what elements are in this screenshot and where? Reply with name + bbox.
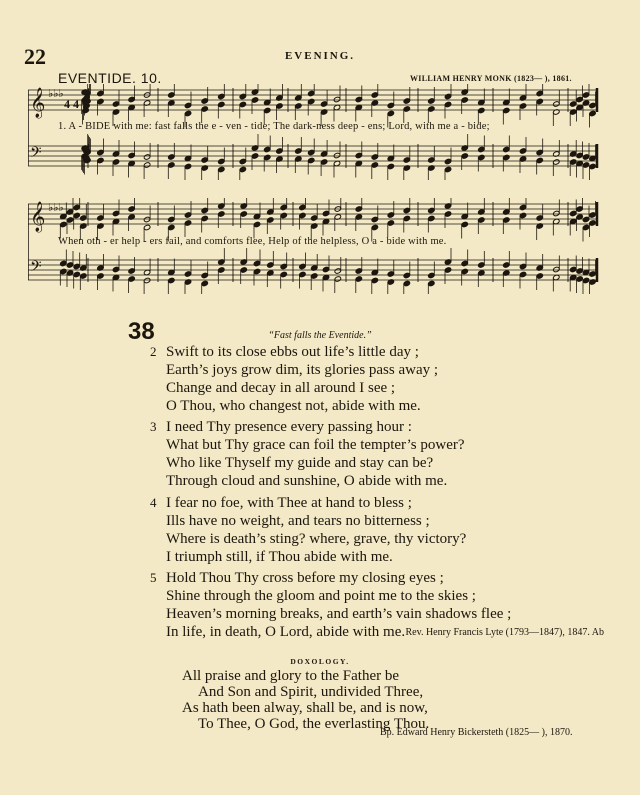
note-head xyxy=(536,157,543,163)
note-head xyxy=(355,96,362,102)
hymn-number: 38 xyxy=(128,318,155,345)
note-head xyxy=(97,90,104,96)
note-head xyxy=(128,152,135,158)
note-head xyxy=(444,158,451,164)
note-head xyxy=(308,98,315,104)
stanza-line xyxy=(150,569,511,587)
note-head xyxy=(582,162,589,168)
note-head xyxy=(251,97,258,103)
note-head xyxy=(333,96,340,102)
stanza-line xyxy=(150,494,466,512)
note-head xyxy=(428,98,435,104)
note-head xyxy=(387,271,394,277)
note-head xyxy=(582,224,589,230)
stanza-line: O Thou, who changest not, abide with me. xyxy=(166,398,421,414)
note-head xyxy=(536,98,543,104)
note-head xyxy=(428,106,435,112)
key-signature: ♭♭♭ xyxy=(48,202,64,214)
note-head xyxy=(461,260,468,266)
stanza-line: Heaven’s morning breaks, and earth’s vain shadows flee ; xyxy=(166,606,512,622)
note-head xyxy=(570,101,577,107)
note-head xyxy=(322,210,329,216)
note-head xyxy=(240,267,247,273)
note-head xyxy=(239,101,246,107)
note-head xyxy=(444,101,451,107)
note-head xyxy=(201,98,208,104)
note-head xyxy=(128,96,135,102)
note-head xyxy=(403,157,410,163)
note-head xyxy=(371,277,378,283)
note-head xyxy=(143,224,150,230)
note-head xyxy=(128,206,135,212)
note-head xyxy=(503,217,510,223)
note-head xyxy=(589,163,596,169)
note-head xyxy=(168,162,175,168)
note-head xyxy=(461,97,468,103)
note-head xyxy=(536,273,543,279)
note-head xyxy=(589,220,596,226)
note-head xyxy=(576,206,583,212)
doxology xyxy=(182,668,429,732)
note-head xyxy=(112,159,119,165)
note-head xyxy=(371,154,378,160)
stanza-line xyxy=(150,418,465,436)
note-head xyxy=(589,212,596,218)
note-head xyxy=(371,216,378,222)
note-head xyxy=(355,268,362,274)
note-head xyxy=(333,152,340,158)
stanza-line: Where is death’s sting? where, grave, thy victory? xyxy=(166,531,467,547)
note-head xyxy=(201,207,208,213)
stanza-line: Shine through the gloom and point me to the skies ; xyxy=(166,588,476,604)
note-head xyxy=(371,224,378,230)
note-head xyxy=(582,216,589,222)
hymn-motto: “Fast falls the Eventide.” xyxy=(268,330,372,341)
note-head xyxy=(201,280,208,286)
note-head xyxy=(403,215,410,221)
note-head xyxy=(276,103,283,109)
note-head xyxy=(403,272,410,278)
note-head xyxy=(503,107,510,113)
note-head xyxy=(143,216,150,222)
note-head xyxy=(428,280,435,286)
note-head xyxy=(320,101,327,107)
note-head xyxy=(387,163,394,169)
note-head xyxy=(184,212,191,218)
note-head xyxy=(478,146,485,152)
note-head xyxy=(576,276,583,282)
note-head xyxy=(536,90,543,96)
note-head xyxy=(201,215,208,221)
note-head xyxy=(239,166,246,172)
stanza-line: Change and decay in all around I see ; xyxy=(166,380,396,396)
note-head xyxy=(371,162,378,168)
time-signature: 4 4 xyxy=(64,97,79,111)
note-head xyxy=(444,93,451,99)
note-head xyxy=(444,166,451,172)
note-head xyxy=(168,277,175,283)
note-head xyxy=(295,103,302,109)
note-head xyxy=(60,221,67,227)
lyrics-line-2: When oth - er help - ers fail, and comforts flee, Help of the helpless, O a - bide with me. xyxy=(58,236,447,247)
note-head xyxy=(201,272,208,278)
note-head xyxy=(218,166,225,172)
note-head xyxy=(80,273,87,279)
note-head xyxy=(218,101,225,107)
note-head xyxy=(280,263,287,269)
note-head xyxy=(478,262,485,268)
note-head xyxy=(553,101,560,107)
note-head xyxy=(320,159,327,165)
note-head xyxy=(280,271,287,277)
note-head xyxy=(184,102,191,108)
stanza-text: Hold Thou Thy cross before my closing eyes ; xyxy=(166,570,444,586)
note-head xyxy=(519,271,526,277)
note-head xyxy=(403,207,410,213)
note-head xyxy=(73,212,80,218)
note-head xyxy=(267,217,274,223)
note-head xyxy=(239,93,246,99)
note-head xyxy=(97,149,104,155)
running-head: EVENING. xyxy=(284,50,356,62)
note-head xyxy=(444,211,451,217)
note-head xyxy=(308,149,315,155)
note-head xyxy=(201,157,208,163)
note-head xyxy=(299,212,306,218)
note-head xyxy=(143,154,150,160)
page-number: 22 xyxy=(24,44,46,69)
note-head xyxy=(576,268,583,274)
note-head xyxy=(503,154,510,160)
note-head xyxy=(308,157,315,163)
note-head xyxy=(168,154,175,160)
tune-title: EVENTIDE. xyxy=(58,70,137,86)
note-head xyxy=(218,93,225,99)
note-head xyxy=(519,212,526,218)
note-head xyxy=(582,92,589,98)
note-head xyxy=(387,110,394,116)
treble-clef: 𝄞 xyxy=(30,88,46,117)
doxology-line: And Son and Spirit, undivided Three, xyxy=(198,684,424,700)
doxology-line: As hath been alway, shall be, and is now, xyxy=(182,700,428,716)
bass-clef: 𝄢 xyxy=(30,258,42,278)
note-head xyxy=(60,268,67,274)
stanza-line: Ills have no weight, and tears no bitterness ; xyxy=(166,513,430,529)
stanza-text: I need Thy presence every passing hour : xyxy=(166,419,412,435)
note-head xyxy=(80,215,87,221)
verse-number: 5 xyxy=(150,570,157,585)
doxology-line: All praise and glory to the Father be xyxy=(182,668,400,684)
note-head xyxy=(503,262,510,268)
note-head xyxy=(276,148,283,154)
note-head xyxy=(143,277,150,283)
note-head xyxy=(168,224,175,230)
note-head xyxy=(461,221,468,227)
note-head xyxy=(444,267,451,273)
note-head xyxy=(184,110,191,116)
note-head xyxy=(403,98,410,104)
note-head xyxy=(428,157,435,163)
note-head xyxy=(334,276,341,282)
lyrics-line-1: 1. A - BIDE with me: fast falls the e - ven - tide; The dark-ness deep - ens; Lord, with me a - bide; xyxy=(58,121,490,132)
note-head xyxy=(128,276,135,282)
note-head xyxy=(428,272,435,278)
note-head xyxy=(97,273,104,279)
note-head xyxy=(553,266,560,272)
verse-number: 3 xyxy=(150,419,157,434)
note-head xyxy=(503,146,510,152)
stanza-text: Swift to its close ebbs out life’s little day ; xyxy=(166,344,419,360)
note-head xyxy=(428,215,435,221)
note-head xyxy=(239,158,246,164)
note-head xyxy=(66,262,73,268)
note-head xyxy=(519,204,526,210)
note-head xyxy=(403,106,410,112)
composer-credit: WILLIAM HENRY MONK (1823— ), 1861. xyxy=(410,74,572,83)
note-head xyxy=(218,211,225,217)
note-head xyxy=(73,271,80,277)
note-head xyxy=(168,92,175,98)
note-head xyxy=(461,153,468,159)
note-head xyxy=(66,217,73,223)
verse-number: 4 xyxy=(150,495,157,510)
note-head xyxy=(73,204,80,210)
note-head xyxy=(73,263,80,269)
note-head xyxy=(112,266,119,272)
note-head xyxy=(143,162,150,168)
note-head xyxy=(264,154,271,160)
note-head xyxy=(299,271,306,277)
note-head xyxy=(308,90,315,96)
note-head xyxy=(311,273,318,279)
note-head xyxy=(97,215,104,221)
verse-number: 2 xyxy=(150,344,157,359)
note-head xyxy=(168,216,175,222)
note-head xyxy=(478,217,485,223)
stanza-line: I triumph still, if Thou abide with me. xyxy=(166,549,393,565)
note-head xyxy=(428,207,435,213)
note-head xyxy=(299,204,306,210)
note-head xyxy=(311,215,318,221)
treble-clef: 𝄞 xyxy=(30,202,46,231)
note-head xyxy=(589,110,596,116)
doxology-heading: DOXOLOGY. xyxy=(290,657,350,666)
note-head xyxy=(184,163,191,169)
note-head xyxy=(536,215,543,221)
stanza-4 xyxy=(150,494,466,566)
note-head xyxy=(461,268,468,274)
stanza-line: In life, in death, O Lord, abide with me. xyxy=(166,624,406,640)
note-head xyxy=(582,277,589,283)
note-head xyxy=(387,212,394,218)
note-head xyxy=(355,276,362,282)
music-system-1 xyxy=(28,84,600,180)
note-head xyxy=(60,260,67,266)
stanza-3 xyxy=(150,418,465,490)
note-head xyxy=(553,210,560,216)
note-head xyxy=(570,266,577,272)
note-head xyxy=(280,204,287,210)
note-head xyxy=(251,153,258,159)
note-head xyxy=(184,271,191,277)
note-head xyxy=(201,106,208,112)
note-head xyxy=(582,154,589,160)
note-head xyxy=(478,107,485,113)
note-head xyxy=(334,268,341,274)
stanza-line: Earth’s joys grow dim, its glories pass away ; xyxy=(166,362,439,378)
note-head xyxy=(570,210,577,216)
author-credit: Rev. Henry Francis Lyte (1793—1847), 1847. Ab xyxy=(405,627,604,638)
note-head xyxy=(576,96,583,102)
note-head xyxy=(299,263,306,269)
note-head xyxy=(97,98,104,104)
note-head xyxy=(355,206,362,212)
note-head xyxy=(264,146,271,152)
note-head xyxy=(387,220,394,226)
note-head xyxy=(184,220,191,226)
note-head xyxy=(570,159,577,165)
note-head xyxy=(403,280,410,286)
note-head xyxy=(519,103,526,109)
note-head xyxy=(519,263,526,269)
stanza-text: I fear no foe, with Thee at hand to bless ; xyxy=(166,495,412,511)
note-head xyxy=(253,221,260,227)
stanza-line: Through cloud and sunshine, O abide with me. xyxy=(166,473,448,489)
note-head xyxy=(536,149,543,155)
key-signature: ♭♭♭ xyxy=(48,88,64,100)
bass-clef: 𝄢 xyxy=(30,144,42,164)
note-head xyxy=(112,210,119,216)
note-head xyxy=(576,152,583,158)
note-head xyxy=(128,268,135,274)
note-head xyxy=(218,158,225,164)
note-head xyxy=(322,266,329,272)
note-head xyxy=(387,102,394,108)
stanza-2 xyxy=(150,343,438,415)
note-head xyxy=(218,267,225,273)
note-head xyxy=(280,212,287,218)
note-head xyxy=(295,148,302,154)
note-head xyxy=(97,157,104,163)
note-head xyxy=(589,271,596,277)
note-head xyxy=(267,262,274,268)
note-head xyxy=(553,159,560,165)
note-head xyxy=(519,148,526,154)
doxology-line: To Thee, O God, the everlasting Thou. xyxy=(198,716,430,732)
note-head xyxy=(264,107,271,113)
note-head xyxy=(253,260,260,266)
note-head xyxy=(240,211,247,217)
note-head xyxy=(355,152,362,158)
note-head xyxy=(253,268,260,274)
stanza-line: Who like Thyself my guide and stay can be? xyxy=(166,455,434,471)
doxology-author-credit: Bp. Edward Henry Bickersteth (1825— ), 1870. xyxy=(380,727,573,738)
stanza-line: What but Thy grace can foil the tempter’s power? xyxy=(166,437,465,453)
tune-meter: 10. xyxy=(140,70,162,86)
note-head xyxy=(478,154,485,160)
note-head xyxy=(112,101,119,107)
note-head xyxy=(589,102,596,108)
note-head xyxy=(371,92,378,98)
stanza-line xyxy=(150,343,438,361)
